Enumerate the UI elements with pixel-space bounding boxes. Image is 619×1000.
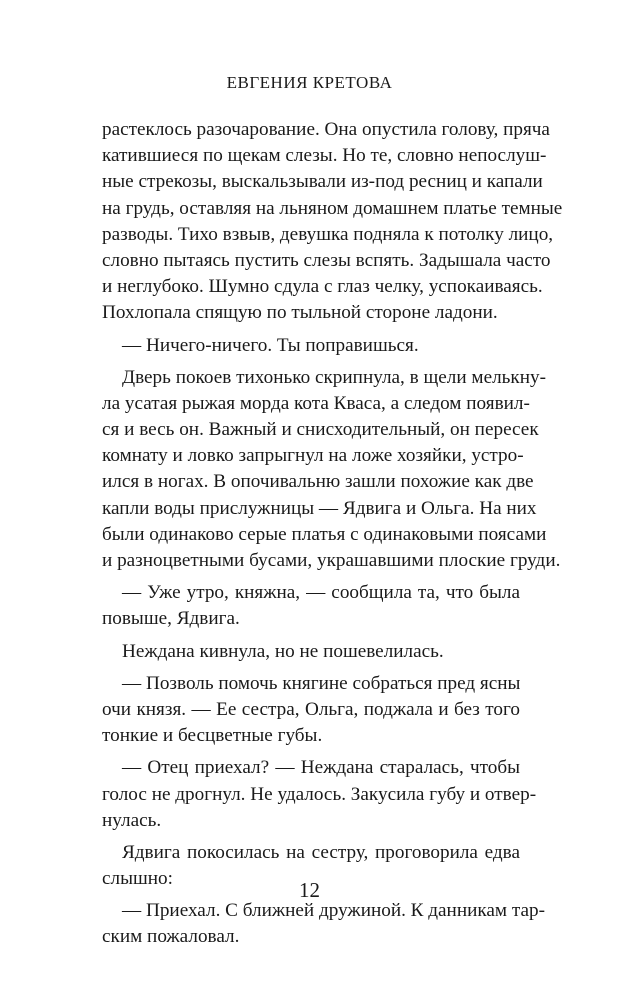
text-line: ла усатая рыжая морда кота Кваса, а следом появил- bbox=[102, 392, 530, 414]
text-line: на грудь, оставляя на льняном домашнем платье темные bbox=[102, 197, 563, 219]
paragraph bbox=[102, 365, 561, 575]
paragraph bbox=[102, 639, 520, 665]
text-line: и неглубоко. Шумно сдула с глаз челку, успокаиваясь. bbox=[102, 276, 543, 298]
text-line: были одинаково серые платья с одинаковыми поясами bbox=[102, 523, 547, 545]
text-line: слышно: bbox=[102, 868, 173, 890]
text-line: — Приехал. С ближней дружиной. К данникам тар- bbox=[122, 900, 545, 922]
paragraph bbox=[102, 671, 520, 750]
text-line: словно пытаясь пустить слезы вспять. Задышала часто bbox=[102, 249, 551, 271]
text-line: ся и весь он. Важный и снисходительный, он пересек bbox=[102, 419, 539, 441]
text-line: комнату и ловко запрыгнул на ложе хозяйки, устро- bbox=[102, 445, 524, 467]
text-line: — Позволь помочь княгине собраться пред ясны bbox=[122, 672, 521, 694]
text-line: растеклось разочарование. Она опустила голову, пряча bbox=[102, 119, 550, 140]
text-line: тонкие и бесцветные губы. bbox=[102, 725, 323, 747]
paragraph bbox=[102, 333, 520, 359]
text-line: повыше, Ядвига. bbox=[102, 608, 240, 630]
text-line: и разноцветными бусами, украшавшими плоские груди. bbox=[102, 550, 561, 571]
text-line: ским пожаловал. bbox=[102, 926, 240, 948]
text-line: — Ничего-ничего. Ты поправишься. bbox=[122, 334, 419, 356]
text-line: нулась. bbox=[102, 809, 162, 831]
paragraph bbox=[102, 580, 520, 632]
paragraph bbox=[102, 117, 563, 327]
text-line: катившиеся по щекам слезы. Но те, словно непослуш- bbox=[102, 145, 547, 167]
text-line: Похлопала спящую по тыльной стороне ладони. bbox=[102, 302, 498, 324]
text-line: Дверь покоев тихонько скрипнула, в щели мелькну- bbox=[122, 366, 546, 388]
paragraph bbox=[102, 898, 545, 950]
text-line: разводы. Тихо взвыв, девушка подняла к потолку лицо, bbox=[102, 223, 554, 245]
text-line: — Уже утро, княжна, — сообщила та, что была bbox=[122, 582, 520, 604]
text-line: — Отец приехал? — Неждана старалась, чтобы bbox=[122, 757, 520, 779]
text-line: голос не дрогнул. Не удалось. Закусила губу и отвер- bbox=[102, 783, 537, 805]
text-line: очи князя. — Ее сестра, Ольга, поджала и без того bbox=[102, 698, 520, 720]
page-number: 12 bbox=[299, 878, 320, 902]
text-line: Неждана кивнула, но не пошевелилась. bbox=[122, 640, 444, 662]
text-line: ился в ногах. В опочивальню зашли похожие как две bbox=[102, 471, 534, 493]
text-line: Ядвига покосилась на сестру, проговорила едва bbox=[122, 841, 520, 863]
running-head: ЕВГЕНИЯ КРЕТОВА bbox=[226, 73, 393, 92]
paragraph bbox=[102, 755, 537, 834]
body-text bbox=[102, 117, 563, 957]
text-line: капли воды прислужницы — Ядвига и Ольга. На них bbox=[102, 497, 537, 519]
text-line: ные стрекозы, выскальзывали из-под ресниц и капали bbox=[102, 171, 543, 193]
